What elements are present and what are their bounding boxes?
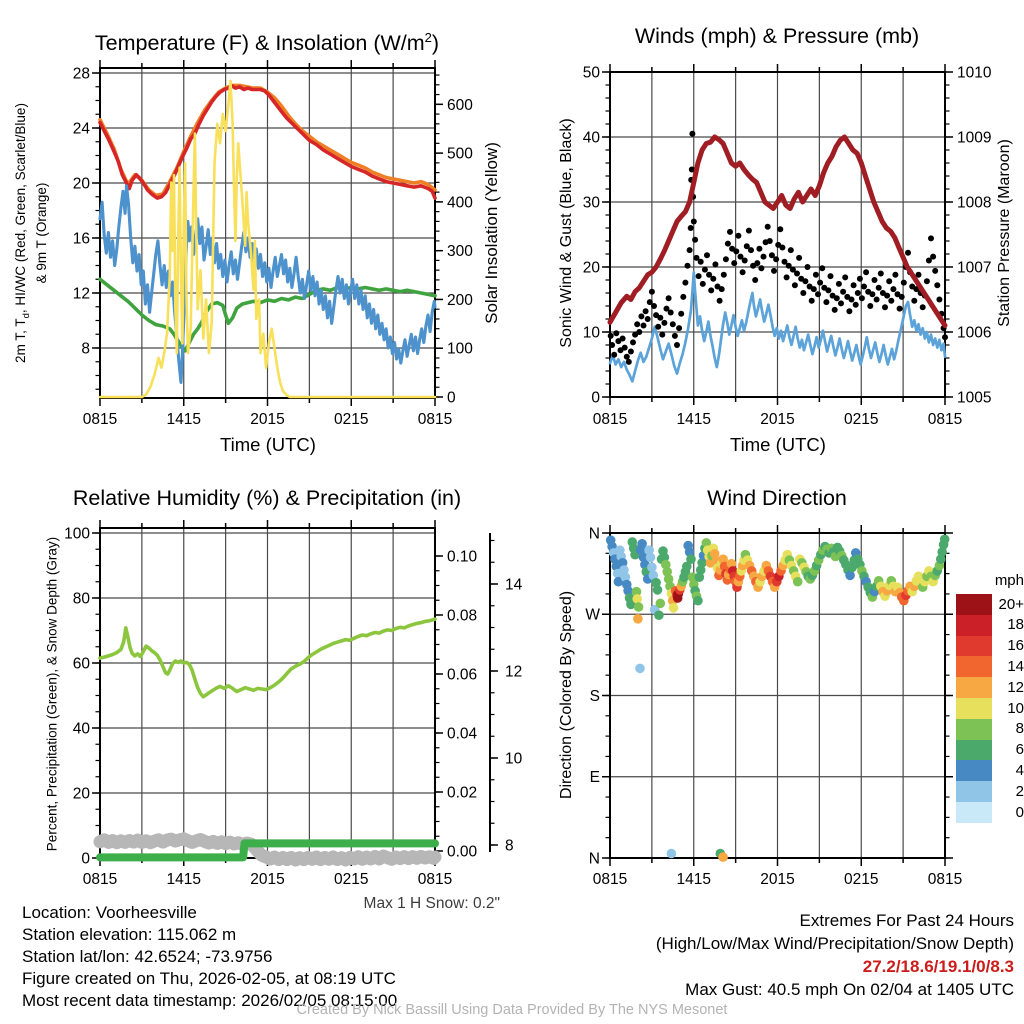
svg-text:2015: 2015 [760,871,795,888]
legend-swatch [956,781,992,802]
svg-text:0815: 0815 [927,411,963,428]
title-humidity-panel: Relative Humidity (%) & Precipitation (in) [72,486,462,510]
svg-text:0.00: 0.00 [447,843,478,861]
svg-text:N: N [588,850,600,868]
svg-text:40: 40 [72,720,90,738]
legend-swatch [956,698,992,719]
legend-swatch [956,677,992,698]
svg-text:2015: 2015 [760,411,795,428]
svg-text:400: 400 [447,194,473,212]
extremes-values: 27.2/18.6/19.1/0/8.3 [862,957,1014,976]
svg-text:40: 40 [582,129,600,147]
svg-text:0815: 0815 [417,871,453,888]
svg-text:16: 16 [72,230,90,248]
svg-text:10: 10 [505,750,523,768]
max-gust: Max Gust: 40.5 mph On 02/04 at 1405 UTC [685,980,1014,999]
legend-label: 6 [1015,741,1024,759]
extremes-subheading: (High/Low/Max Wind/Precipitation/Snow Depth) [655,934,1014,953]
attribution: Created By Nick Bassill Using Data Provided By The NYS Mesonet [296,1002,728,1018]
label-text: , HI/WC (Red, Green, Scarlet/Blue) [13,103,29,314]
svg-text:0815: 0815 [417,411,453,428]
legend-label: 4 [1015,761,1024,779]
svg-text:8: 8 [81,340,90,358]
svg-text:2015: 2015 [250,411,285,428]
svg-text:0.04: 0.04 [447,725,478,743]
svg-text:12: 12 [72,285,90,303]
panel-wind-direction [585,525,962,888]
legend-label: 16 [1007,637,1024,655]
station-latlon: Station lat/lon: 42.6524; -73.9756 [22,947,273,966]
svg-text:E: E [589,769,600,787]
panel-humidity-precipitation [64,520,522,888]
figure-created: Figure created on Thu, 2026-02-05, at 08:19 UTC [22,969,396,988]
label-subscript: d [20,313,32,319]
svg-text:0215: 0215 [844,411,879,428]
svg-text:N: N [588,525,600,543]
y-label-pressure-right: Station Pressure (Maroon) [996,139,1013,327]
title-text: Temperature (F) & Insolation (W/m [94,31,425,56]
svg-text:0815: 0815 [592,871,628,888]
legend-swatch [956,594,992,615]
svg-text:500: 500 [447,145,473,163]
legend-label: 18 [1007,616,1024,634]
title-text: ) [431,31,440,56]
svg-text:20: 20 [72,175,90,193]
svg-text:10: 10 [582,324,600,342]
legend-label: 8 [1015,720,1024,738]
station-location: Location: Voorheesville [22,903,197,922]
title-winds-panel: Winds (mph) & Pressure (mb) [634,24,920,48]
legend-label: 14 [1007,657,1024,675]
svg-text:1009: 1009 [957,129,992,147]
svg-text:0815: 0815 [592,411,628,428]
legend-swatch [956,740,992,761]
y-label-line1 [13,103,34,363]
svg-text:1415: 1415 [676,871,711,888]
svg-text:0.02: 0.02 [447,784,478,802]
svg-text:100: 100 [64,525,90,543]
svg-text:600: 600 [447,96,473,114]
data-timestamp: Most recent data timestamp: 2026/02/05 08:15:00 [22,991,398,1010]
svg-text:14: 14 [505,576,523,594]
title-superscript: 2 [424,30,432,45]
panel-temperature-insolation [73,60,473,428]
panel-winds-pressure [583,64,992,428]
svg-text:20: 20 [72,785,90,803]
station-elevation: Station elevation: 115.062 m [22,925,237,944]
max-snow-note: Max 1 H Snow: 0.2" [363,895,500,912]
title-wind-direction-panel: Wind Direction [707,486,847,510]
svg-text:12: 12 [505,663,523,681]
svg-text:1006: 1006 [957,324,992,342]
y-label-wind-left: Sonic Wind & Gust (Blue, Black) [558,118,575,348]
svg-text:24: 24 [72,120,90,138]
x-label-time-left: Time (UTC) [220,434,316,455]
svg-text:0815: 0815 [82,871,118,888]
legend-label: 12 [1007,678,1024,696]
svg-text:1415: 1415 [166,411,201,428]
svg-text:2015: 2015 [250,871,285,888]
speed-colorbar-legend [956,594,1024,822]
x-label-time-right: Time (UTC) [730,434,826,455]
svg-text:80: 80 [72,590,90,608]
svg-text:1007: 1007 [957,259,992,277]
svg-text:28: 28 [72,65,90,83]
svg-text:0815: 0815 [82,411,118,428]
svg-text:50: 50 [582,64,600,82]
svg-text:200: 200 [447,291,473,309]
y-label-insolation-right: Solar Insolation (Yellow) [482,142,501,324]
svg-text:0815: 0815 [927,871,963,888]
y-label-line2: & 9m T (Orange) [33,182,49,284]
y-label-temperature-left [13,103,49,363]
y-label-direction-left: Direction (Colored By Speed) [558,590,575,800]
legend-title: mph [994,572,1024,589]
svg-text:0.10: 0.10 [447,548,478,566]
svg-text:0: 0 [81,850,90,868]
svg-text:0215: 0215 [844,871,879,888]
legend-label: 20+ [998,595,1024,613]
svg-text:0.08: 0.08 [447,607,478,625]
legend-label: 2 [1015,782,1024,800]
svg-text:1010: 1010 [957,64,992,82]
svg-text:0: 0 [447,389,456,407]
title-temperature-panel [11,30,523,56]
svg-text:60: 60 [72,655,90,673]
svg-text:0: 0 [591,389,600,407]
svg-text:1008: 1008 [957,194,992,212]
svg-text:1005: 1005 [957,389,992,407]
svg-text:0215: 0215 [334,411,369,428]
svg-text:300: 300 [447,243,473,261]
legend-label: 10 [1007,699,1024,717]
legend-swatch [956,636,992,657]
legend-swatch [956,802,992,823]
legend-swatch [956,615,992,636]
legend-swatch [956,719,992,740]
label-text: 2m T, T [13,318,29,363]
legend-swatch [956,760,992,781]
svg-text:1415: 1415 [166,871,201,888]
svg-text:100: 100 [447,340,473,358]
legend-swatch [956,656,992,677]
svg-text:30: 30 [582,194,600,212]
y-label-humidity-left: Percent, Precipitation (Green), & Snow Depth (Gray) [44,536,60,852]
svg-text:0.06: 0.06 [447,666,478,684]
svg-text:8: 8 [505,837,514,855]
legend-label: 0 [1015,803,1024,821]
svg-text:S: S [589,687,600,705]
svg-text:W: W [585,606,600,624]
extremes-heading: Extremes For Past 24 Hours [799,911,1014,930]
svg-text:20: 20 [582,259,600,277]
svg-text:1415: 1415 [676,411,711,428]
svg-text:0215: 0215 [334,871,369,888]
